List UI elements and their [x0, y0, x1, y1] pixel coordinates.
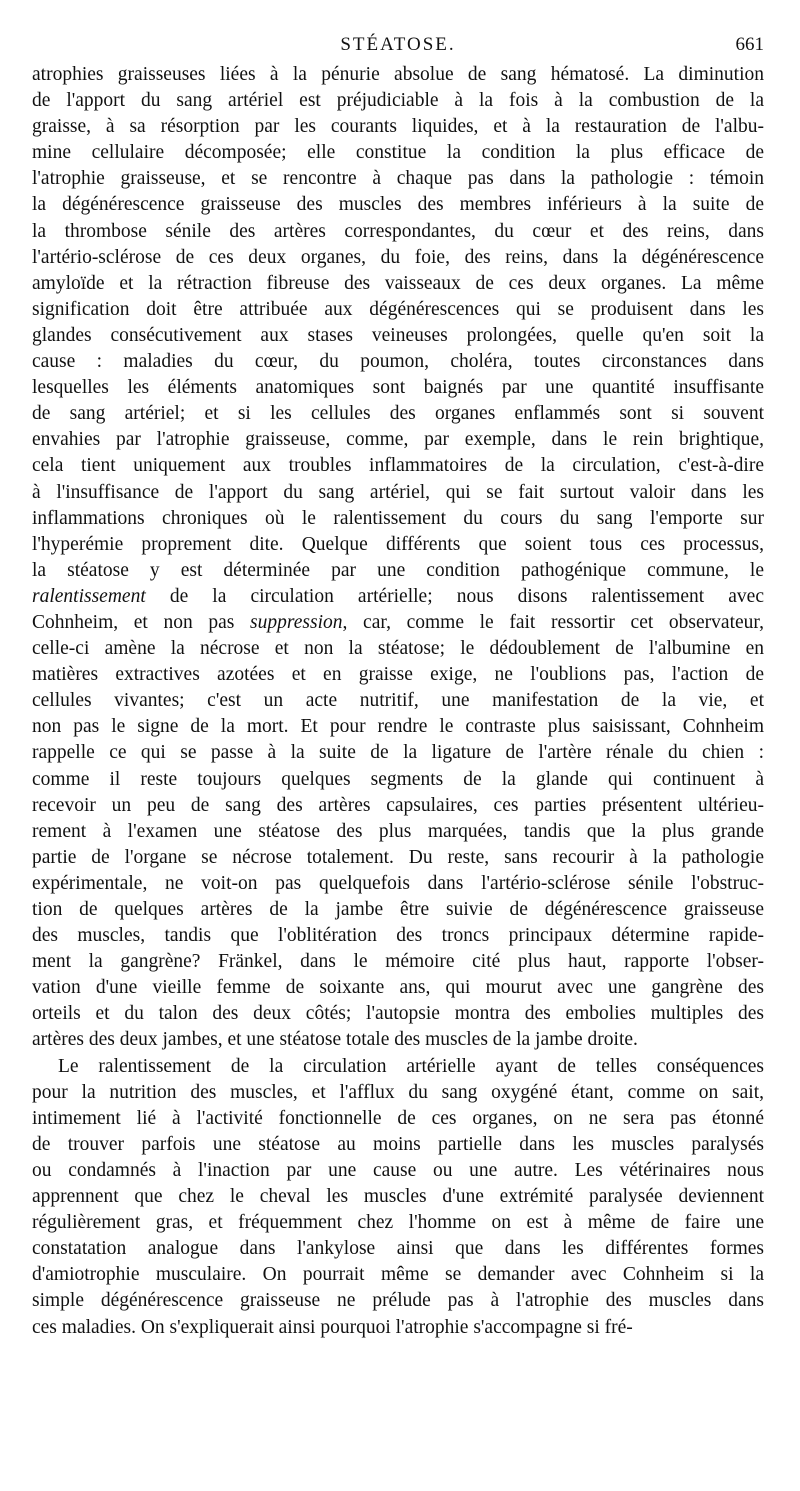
italic-term: ralentissement	[32, 585, 146, 607]
text-line: l'artério-sclérose de ces deux organes, du foie, des reins, dans la dégénérescence	[32, 246, 764, 268]
text-line: partie de l'organe se nécrose totalement. Du reste, sans recourir à la pathologie	[32, 846, 764, 868]
text-line: de trouver parfois une stéatose au moins partielle dans les muscles paralysés	[32, 1133, 764, 1155]
text-line: rement à l'examen une stéatose des plus marquées, tandis que la plus grande	[32, 820, 764, 842]
text-line: à l'insuffisance de l'apport du sang artériel, qui se fait surtout valoir dans les	[32, 481, 764, 503]
text-line: simple dégénérescence graisseuse ne prélude pas à l'atrophie des muscles dans	[32, 1290, 764, 1312]
text-line: artères des deux jambes, et une stéatose totale des muscles de la jambe droite.	[32, 1029, 638, 1051]
text-line: lesquelles les éléments anatomiques sont baignés par une quantité insuffisante	[32, 377, 764, 399]
text-line: ou condamnés à l'inaction par une cause ou une autre. Les vétérinaires nous	[32, 1159, 764, 1181]
text-line: recevoir un peu de sang des artères capsulaires, ces parties présentent ultérieu-	[32, 794, 764, 816]
page-number: 661	[735, 34, 764, 55]
paragraph	[32, 1054, 764, 1341]
text-line: tion de quelques artères de la jambe être suivie de dégénérescence graisseuse	[32, 899, 764, 920]
text-segment: Cohnheim, et non pas	[32, 611, 251, 633]
text-line: non pas le signe de la mort. Et pour rendre le contraste plus saisissant, Cohnheim	[32, 716, 764, 738]
text-line: expérimentale, ne voit-on pas quelquefois dans l'artério-sclérose sénile l'obstruc-	[32, 872, 764, 894]
text-line: l'hyperémie proprement dite. Quelque différents que soient tous ces processus,	[32, 533, 764, 555]
text-line: intimement lié à l'activité fonctionnelle de ces organes, on ne sera pas étonné	[32, 1107, 764, 1129]
text-line: l'atrophie graisseuse, et se rencontre à chaque pas dans la pathologie : témoin	[32, 168, 764, 190]
text-line: orteils et du talon des deux côtés; l'autopsie montra des embolies multiples des	[32, 1003, 764, 1025]
body-text	[32, 62, 764, 1341]
text-line: glandes consécutivement aux stases veineuses prolongées, quelle qu'en soit la	[32, 324, 764, 346]
text-line	[32, 610, 764, 636]
text-line	[32, 584, 764, 610]
text-line: d'amiotrophie musculaire. On pourrait même se demander avec Cohnheim si la	[32, 1264, 764, 1286]
text-line: la thrombose sénile des artères correspondantes, du cœur et des reins, dans	[32, 220, 764, 242]
text-line: cause : maladies du cœur, du poumon, choléra, toutes circonstances dans	[32, 351, 764, 373]
text-line: vation d'une vieille femme de soixante ans, qui mourut avec une gangrène des	[32, 977, 764, 999]
running-head	[32, 34, 764, 58]
text-segment: , car, comme le fait ressortir cet observateur,	[342, 611, 764, 633]
text-line: atrophies graisseuses liées à la pénurie absolue de sang hématosé. La diminution	[32, 64, 764, 85]
text-line: comme il reste toujours quelques segments de la glande qui continuent à	[32, 768, 764, 790]
text-line: de l'apport du sang artériel est préjudiciable à la fois à la combustion de la	[32, 90, 764, 112]
text-line: ment la gangrène? Fränkel, dans le mémoire cité plus haut, rapporte l'obser-	[32, 951, 764, 973]
text-line: pour la nutrition des muscles, et l'afflux du sang oxygéné étant, comme on sait,	[32, 1081, 764, 1103]
text-line: celle-ci amène la nécrose et non la stéatose; le dédoublement de l'albumine en	[32, 638, 764, 660]
italic-term: suppression	[250, 611, 343, 633]
text-line: rappelle ce qui se passe à la suite de la ligature de l'artère rénale du chien :	[32, 742, 764, 764]
text-line: cellules vivantes; c'est un acte nutritif, une manifestation de la vie, et	[32, 690, 764, 712]
text-line: cela tient uniquement aux troubles inflammatoires de la circulation, c'est-à-dire	[32, 455, 764, 477]
text-line: ces maladies. On s'expliquerait ainsi pourquoi l'atrophie s'accompagne si fré-	[32, 1316, 633, 1338]
text-line: des muscles, tandis que l'oblitération des troncs principaux détermine rapide-	[32, 925, 764, 947]
text-line: constatation analogue dans l'ankylose ainsi que dans les différentes formes	[32, 1238, 764, 1260]
text-line: mine cellulaire décomposée; elle constitue la condition la plus efficace de	[32, 142, 764, 164]
text-line: apprennent que chez le cheval les muscles d'une extrémité paralysée deviennent	[32, 1186, 764, 1208]
text-line: de sang artériel; et si les cellules des organes enflammés sont si souvent	[32, 403, 764, 425]
text-line: matières extractives azotées et en graisse exige, ne l'oublions pas, l'action de	[32, 664, 764, 686]
text-line: la stéatose y est déterminée par une condition pathogénique commune, le	[32, 559, 764, 581]
text-line: régulièrement gras, et fréquemment chez l'homme on est à même de faire une	[32, 1212, 764, 1234]
text-line: signification doit être attribuée aux dégénérescences qui se produisent dans les	[32, 298, 764, 320]
text-line: Le ralentissement de la circulation artérielle ayant de telles conséquences	[58, 1055, 764, 1077]
text-line: envahies par l'atrophie graisseuse, comme, par exemple, dans le rein brightique,	[32, 429, 764, 451]
paragraph	[32, 62, 764, 1054]
text-line: amyloïde et la rétraction fibreuse des vaisseaux de ces deux organes. La même	[32, 272, 764, 294]
text-line: inflammations chroniques où le ralentissement du cours du sang l'emporte sur	[32, 507, 764, 529]
text-segment: de la circulation artérielle; nous disons ralentissement avec	[145, 585, 764, 607]
text-line: graisse, à sa résorption par les courants liquides, et à la restauration de l'albu-	[32, 116, 764, 138]
running-title: STÉATOSE.	[340, 34, 456, 55]
text-line: la dégénérescence graisseuse des muscles des membres inférieurs à la suite de	[32, 194, 764, 216]
